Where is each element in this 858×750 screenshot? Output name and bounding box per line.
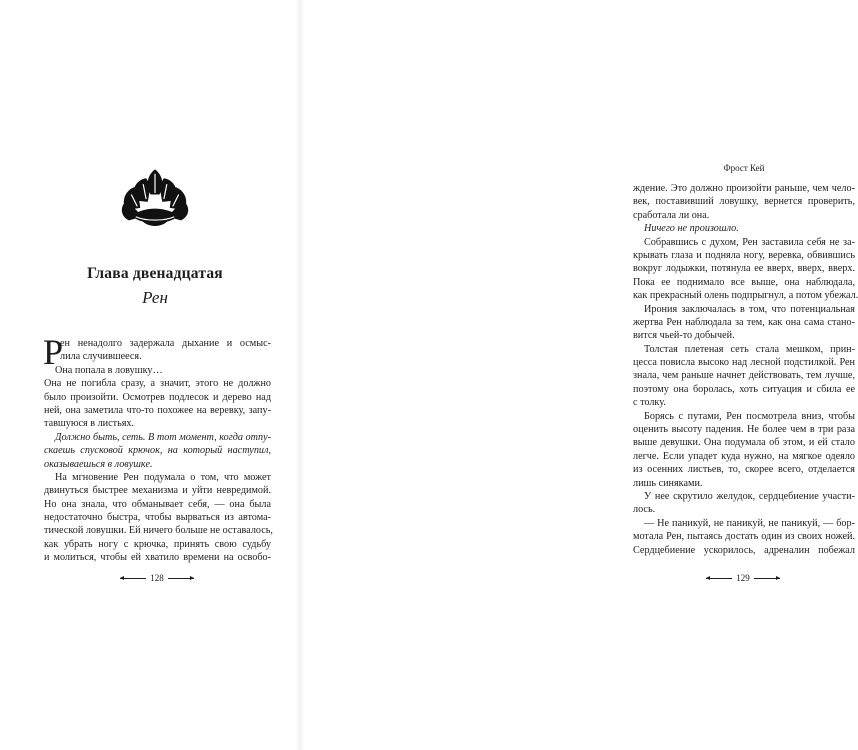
page-number: 128: [150, 573, 164, 583]
text-line: оказываешься в ловушке.: [44, 458, 153, 470]
text-line: лишь синяками.: [633, 477, 703, 489]
chapter-subtitle: Рен: [142, 288, 168, 307]
text-line: Сердцебиение ускорилось, адреналин побежал: [633, 544, 855, 556]
text-line: крывать глаза и подняла ногу, веревка, обвившись: [633, 249, 855, 261]
text-line: было произойти. Осмотрев подлесок и дерево над: [44, 391, 271, 403]
text-line: двинуться быстрее механизма и уйти невредимой.: [44, 485, 271, 497]
text-line: Ничего не произошло.: [644, 223, 739, 235]
text-line: век, поставивший ловушку, вернется проверить,: [633, 196, 855, 208]
text-line: недостаточно быстра, чтобы вырваться из автома-: [44, 512, 271, 524]
text-line: сработала ли она.: [633, 209, 710, 221]
left-arrow-rule-icon: [706, 575, 732, 581]
body-text-right: [633, 182, 858, 557]
text-line: лось.: [633, 504, 656, 516]
text-line: Ирония заключалась в том, что потенциальная: [644, 303, 855, 315]
text-line: ждение. Это должно произойти раньше, чем чело-: [633, 183, 855, 194]
text-line: Пока ее поднимало все выше, она наблюдала,: [633, 276, 855, 288]
text-line: жертва Рен наблюдала за тем, как она сама стано-: [633, 316, 855, 328]
text-line: из осенних листьев, то, скорее всего, отделается: [633, 464, 855, 476]
page-number: 129: [736, 573, 750, 583]
text-line: знала, чем раньше начнет действовать, тем лучше,: [633, 370, 855, 382]
text-line: тавшуюся в листьях.: [44, 418, 135, 430]
text-line: с толку.: [633, 397, 666, 409]
text-line: Она попала в ловушку…: [55, 364, 163, 376]
text-line: вится чьей-то добычей.: [633, 330, 735, 342]
right-arrow-rule-icon: [754, 575, 780, 581]
left-page: [0, 0, 300, 750]
running-head: Фрост Кей: [723, 163, 765, 173]
text-line: легче. Если упадет куда нужно, на мягкое одеяло: [633, 450, 855, 462]
lotus-flower-icon: [118, 158, 192, 234]
text-line: как убрать ногу с крючка, принять свою судьбу: [44, 538, 271, 550]
left-arrow-rule-icon: [120, 575, 146, 581]
body-text-left: [44, 337, 271, 565]
text-line: Должно быть, сеть. В тот момент, когда отпу-: [55, 431, 271, 443]
text-line: ней, она заметила что-то похожее на веревку, запу-: [44, 404, 271, 416]
text-line: У нее скрутило желудок, сердцебиение участи-: [644, 490, 855, 502]
text-line: лила случившееся.: [60, 351, 142, 363]
right-arrow-rule-icon: [168, 575, 194, 581]
text-line: и молиться, чтобы ей хватило времени на освобо-: [44, 552, 271, 564]
page-number-right: [698, 573, 788, 583]
drop-cap: Р: [43, 332, 64, 372]
text-line: скаешь спусковой крючок, на который наступил,: [44, 445, 271, 457]
text-line: ен ненадолго задержала дыхание и осмыс-: [60, 338, 271, 349]
text-line: Но она знала, что обманывает себя, — она была: [44, 498, 271, 510]
text-line: как прекрасный олень подпрыгнул, а потом убежал.: [633, 290, 858, 302]
text-line: поэтому она боролась, хоть ситуация и сбила ее: [633, 383, 855, 395]
text-line: — Не паникуй, не паникуй, не паникуй, — бор-: [644, 517, 855, 529]
page-number-left: [112, 573, 202, 583]
text-line: На мгновение Рен подумала о том, что может: [55, 471, 271, 483]
right-page: [300, 0, 858, 750]
text-line: Она не погибла сразу, а значит, этого не должно: [44, 378, 271, 390]
text-line: цесса повисла высоко над лесной подстилкой. Рен: [633, 357, 855, 369]
text-line: мотала Рен, пытаясь достать один из своих ножей.: [633, 531, 855, 543]
text-line: Собравшись с духом, Рен заставила себя не за-: [644, 236, 855, 248]
text-line: Борясь с путами, Рен посмотрела вниз, чтобы: [644, 410, 855, 422]
text-line: оценить высоту падения. Не более чем в три раза: [633, 424, 855, 436]
text-line: выше девушки. Она подумала об этом, и ей стало: [633, 437, 855, 449]
text-line: вокруг лодыжки, потянула ее вверх, вверх, вверх.: [633, 263, 855, 275]
chapter-title: Глава двенадцатая: [87, 265, 223, 282]
text-line: тической ловушки. Ей ничего больше не оставалось,: [44, 525, 273, 537]
text-line: Толстая плетеная сеть стала мешком, прин-: [644, 343, 855, 355]
